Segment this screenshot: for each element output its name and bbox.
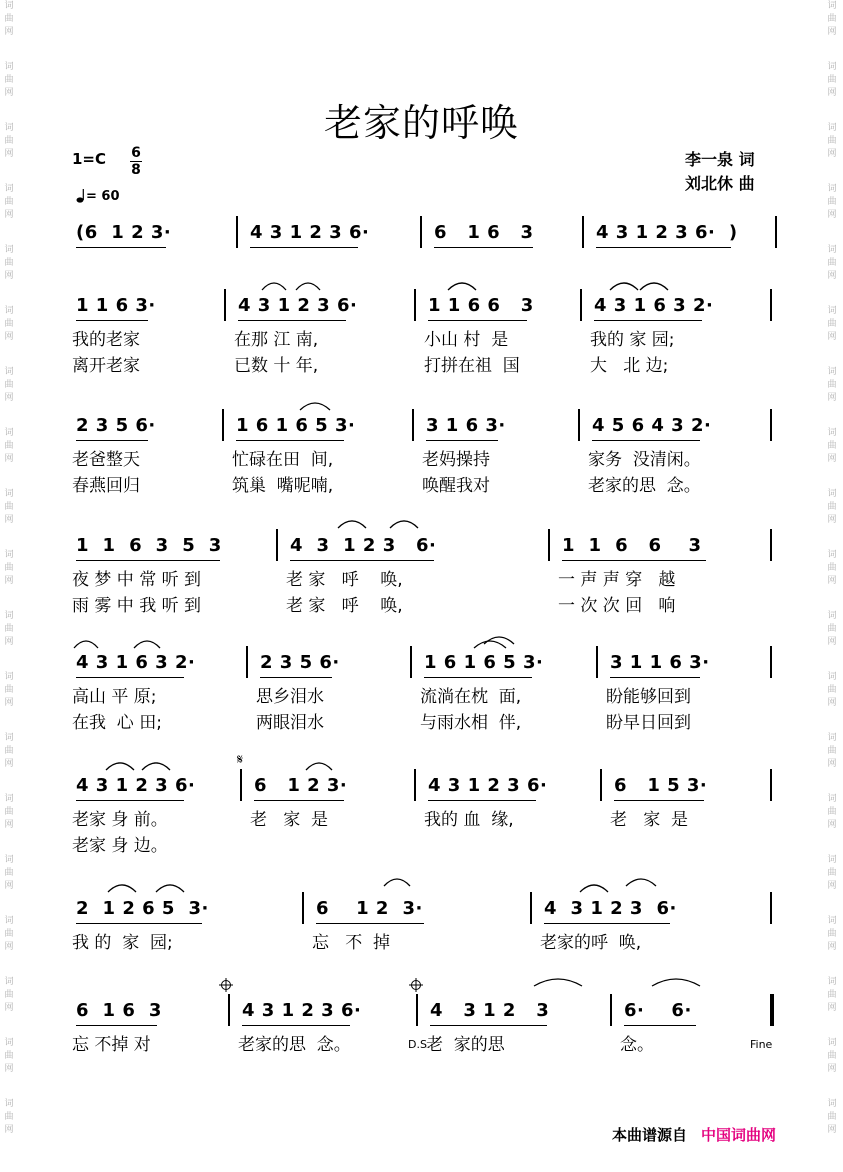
lyric-text: 已数 十 年, — [234, 356, 319, 376]
measure-notes: 6 1 2 3· — [316, 898, 423, 919]
measure-notes: 3 1 6 3· — [426, 415, 506, 436]
watermark-text: 词曲网 — [827, 855, 837, 891]
song-title: 老家的呼唤 — [323, 101, 519, 145]
slur-arc — [338, 521, 366, 528]
meter-top: 6 — [131, 145, 141, 161]
watermark-text: 词曲网 — [827, 1, 837, 37]
lyric-text: 老家 身 前。 — [72, 810, 168, 830]
watermark-text: 词曲网 — [4, 1, 14, 37]
meter-bottom: 8 — [131, 162, 141, 178]
lyric-text: 我 的 家 园; — [72, 933, 173, 953]
measure-notes: 4 3 1 2 3 6· — [290, 535, 437, 556]
watermark-text: 词曲网 — [827, 245, 837, 281]
lyric-text: 盼早日回到 — [606, 713, 691, 733]
slur-arc — [156, 885, 184, 892]
lyric-text: 我的 家 园; — [590, 330, 675, 350]
slur-arc — [262, 283, 286, 290]
lyric-text: 小山 村 是 — [424, 330, 509, 350]
lyric-text: 老家的思 念。 — [588, 476, 701, 496]
watermark-text: 词曲网 — [4, 306, 14, 342]
coda-icon — [219, 978, 233, 992]
watermark-text: 词曲网 — [827, 306, 837, 342]
lyric-text: 高山 平 原; — [72, 687, 157, 707]
slur-arc — [390, 521, 418, 528]
watermark-text: 词曲网 — [4, 367, 14, 403]
lyric-text: 筑巢 嘴呢喃, — [232, 476, 334, 496]
watermark-text: 词曲网 — [827, 428, 837, 464]
watermark-text: 词曲网 — [4, 1099, 14, 1135]
lyric-text: 我的老家 — [72, 330, 140, 350]
watermark-text: 词曲网 — [4, 62, 14, 98]
watermark-text: 词曲网 — [4, 672, 14, 708]
measure-notes: 4 3 1 2 3 6· — [544, 898, 677, 919]
measure-notes: 2 3 5 6· — [76, 415, 156, 436]
measure-notes: 6 1 6 3 — [76, 1000, 162, 1021]
watermark-text: 词曲网 — [4, 733, 14, 769]
lyricist: 李一泉 词 — [685, 150, 755, 169]
measure-notes: 1 1 6 3· — [76, 295, 156, 316]
lyric-text: 大 北 边; — [590, 356, 669, 376]
lyric-text: 老 家 是 — [610, 810, 689, 830]
slur-arc — [306, 763, 332, 770]
key-signature: 1=C — [72, 150, 107, 168]
measure-notes: 1 6 1 6 5 3· — [424, 652, 544, 673]
lyric-text: 老 家 是 — [250, 810, 329, 830]
watermark-text: 词曲网 — [827, 794, 837, 830]
watermark-text: 词曲网 — [4, 611, 14, 647]
slur-arc — [580, 885, 608, 892]
lyric-text: 老家的呼 唤, — [540, 933, 642, 953]
slur-arc — [300, 403, 330, 410]
lyric-text: 雨 雾 中 我 听 到 — [72, 596, 202, 616]
lyric-text: 老 家的思 — [426, 1035, 505, 1055]
watermark-text: 词曲网 — [4, 1038, 14, 1074]
measure-notes: 4 3 1 2 3 6· — [76, 775, 196, 796]
lyric-text: 忘 不 掉 — [312, 933, 391, 953]
watermark-text: 词曲网 — [827, 62, 837, 98]
slur-arc — [534, 979, 582, 986]
slur-arc — [474, 641, 506, 648]
watermark-text: 词曲网 — [4, 245, 14, 281]
measure-notes: 1 6 1 6 5 3· — [236, 415, 356, 436]
source-label: 本曲谱源自 — [612, 1126, 688, 1144]
measure-notes: 6 1 5 3· — [614, 775, 708, 796]
slur-arc — [626, 879, 656, 886]
lyric-text: 离开老家 — [72, 356, 140, 376]
slur-arc — [108, 885, 136, 892]
measure-notes: 6· 6· — [624, 1000, 692, 1021]
lyric-text: 打拼在祖 国 — [424, 356, 520, 376]
watermark-text: 词曲网 — [827, 1099, 837, 1135]
measure-notes: 2 1 2 6 5 3· — [76, 898, 209, 919]
slur-arc — [448, 283, 476, 290]
slur-arc — [640, 283, 668, 290]
measure-notes: 4 3 1 2 3 6· — [250, 222, 370, 243]
measure-notes: 6 1 2 3· — [254, 775, 348, 796]
lyric-text: 念。 — [620, 1035, 654, 1055]
measure-notes: (6 1 2 3· — [76, 222, 172, 243]
watermark-text: 词曲网 — [4, 428, 14, 464]
tempo-mark: = 60 — [76, 188, 120, 204]
lyric-text: 家务 没清闲。 — [588, 450, 701, 470]
slur-arc — [610, 283, 638, 290]
lyric-text: 思乡泪水 — [256, 687, 324, 707]
watermark-text: 词曲网 — [827, 550, 837, 586]
watermark-text: 词曲网 — [4, 977, 14, 1013]
watermark-text: 词曲网 — [4, 184, 14, 220]
watermark-text: 词曲网 — [827, 672, 837, 708]
measure-notes: 3 1 1 6 3· — [610, 652, 710, 673]
watermark-text: 词曲网 — [827, 367, 837, 403]
lyric-text: 在我 心 田; — [72, 713, 162, 733]
lyric-text: 老 家 呼 唤, — [286, 596, 403, 616]
watermark-text: 词曲网 — [4, 123, 14, 159]
lyric-text: 老家 身 边。 — [72, 836, 168, 856]
measure-notes: 1 1 6 6 3 — [428, 295, 534, 316]
lyric-text: 老爸整天 — [72, 450, 140, 470]
slur-arc — [134, 641, 160, 648]
slur-arc — [106, 763, 134, 770]
lyric-text: 流淌在枕 面, — [420, 687, 522, 707]
measure-notes: 2 3 5 6· — [260, 652, 340, 673]
measure-notes: 1 1 6 6 3 — [562, 535, 702, 556]
lyric-text: 在那 江 南, — [234, 330, 319, 350]
watermark-text: 词曲网 — [827, 184, 837, 220]
watermark-text: 词曲网 — [4, 489, 14, 525]
slur-arc — [384, 879, 410, 886]
watermark-text: 词曲网 — [4, 794, 14, 830]
lyric-text: 唤醒我对 — [422, 476, 490, 496]
watermark-text: 词曲网 — [827, 977, 837, 1013]
watermark-text: 词曲网 — [4, 855, 14, 891]
watermark-text: 词曲网 — [4, 550, 14, 586]
measure-notes: 4 3 1 2 3 6· — [428, 775, 548, 796]
lyric-text: 两眼泪水 — [256, 713, 324, 733]
lyric-text: 春燕回归 — [72, 476, 140, 496]
measure-notes: 4 3 1 6 3 2· — [594, 295, 714, 316]
measure-notes: 1 1 6 3 5 3 — [76, 535, 222, 556]
slur-arc — [142, 763, 170, 770]
watermark-text: 词曲网 — [827, 1038, 837, 1074]
slur-arc — [296, 283, 320, 290]
lyric-text: 忙碌在田 间, — [232, 450, 334, 470]
lyric-text: 与雨水相 伴, — [420, 713, 522, 733]
watermark-text: 词曲网 — [827, 733, 837, 769]
lyric-text: 我的 血 缘, — [424, 810, 514, 830]
measure-notes: 4 3 1 2 3 — [430, 1000, 550, 1021]
watermark-text: 词曲网 — [827, 916, 837, 952]
measure-notes: 4 3 1 2 3 6· — [238, 295, 358, 316]
lyric-text: 盼能够回到 — [606, 687, 691, 707]
slur-arc — [74, 641, 98, 648]
watermark-text: 词曲网 — [827, 489, 837, 525]
lyric-text: 忘 不掉 对 — [72, 1035, 151, 1055]
measure-notes: 4 3 1 2 3 6· — [242, 1000, 362, 1021]
measure-notes: 4 5 6 4 3 2· — [592, 415, 712, 436]
watermark-text: 词曲网 — [827, 123, 837, 159]
segno-icon: 𝄋 — [237, 752, 244, 768]
source-site: 中国词曲网 — [701, 1126, 777, 1144]
footer-source — [612, 1124, 776, 1145]
lyric-text: 老家的思 念。 — [238, 1035, 351, 1055]
lyric-text: 老 家 呼 唤, — [286, 570, 403, 590]
dal-segno-mark: D.S. — [408, 1038, 431, 1051]
watermark-text: 词曲网 — [827, 611, 837, 647]
measure-notes: 6 1 6 3 — [434, 222, 534, 243]
measure-notes: 4 3 1 2 3 6· ) — [596, 222, 738, 243]
composer: 刘北休 曲 — [685, 174, 755, 193]
lyric-text: 一 声 声 穿 越 — [558, 570, 676, 590]
watermark-text: 词曲网 — [4, 916, 14, 952]
fine-mark: Fine — [750, 1038, 773, 1051]
lyric-text: 老妈操持 — [422, 450, 490, 470]
slur-arc — [652, 979, 700, 986]
lyric-text: 夜 梦 中 常 听 到 — [72, 570, 202, 590]
coda-icon — [409, 978, 423, 992]
measure-notes: 4 3 1 6 3 2· — [76, 652, 196, 673]
lyric-text: 一 次 次 回 响 — [558, 596, 676, 616]
